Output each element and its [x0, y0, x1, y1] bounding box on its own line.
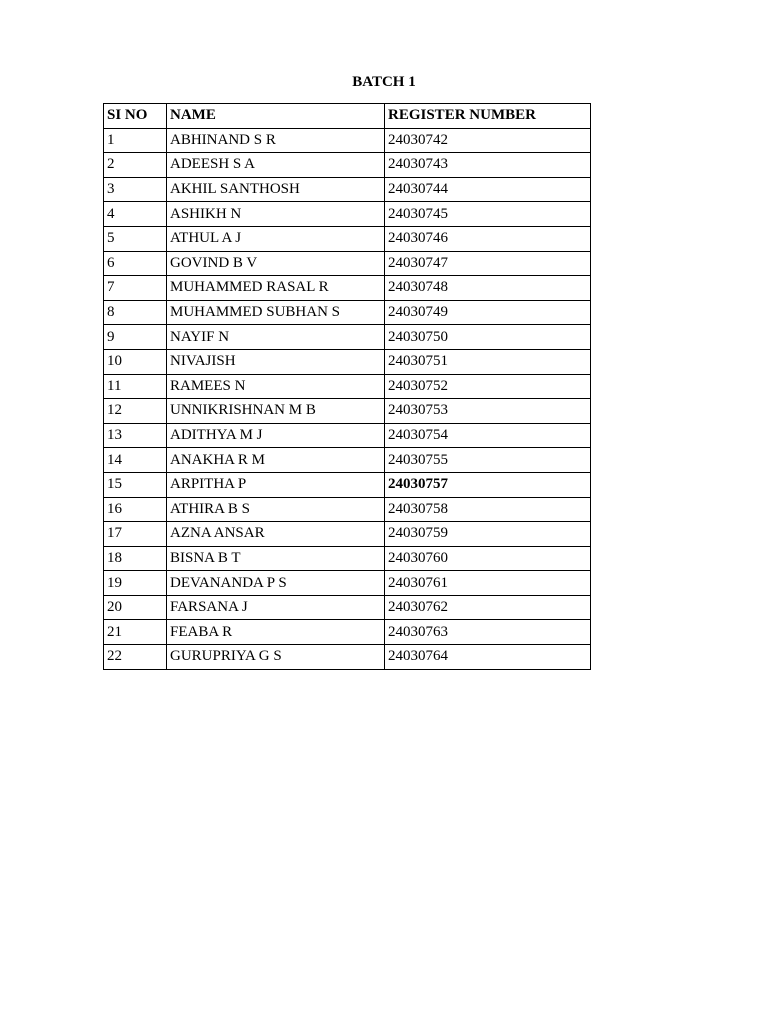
cell-si-no: 13 [104, 423, 167, 448]
cell-register-number: 24030755 [385, 448, 591, 473]
header-register-number: REGISTER NUMBER [385, 104, 591, 129]
cell-si-no: 14 [104, 448, 167, 473]
cell-si-no: 18 [104, 546, 167, 571]
table-row [104, 374, 591, 399]
cell-name: ADITHYA M J [167, 423, 385, 448]
cell-register-number: 24030748 [385, 276, 591, 301]
cell-name: ATHUL A J [167, 226, 385, 251]
cell-si-no: 10 [104, 349, 167, 374]
cell-name: FEABA R [167, 620, 385, 645]
table-row [104, 177, 591, 202]
cell-si-no: 9 [104, 325, 167, 350]
cell-name: DEVANANDA P S [167, 571, 385, 596]
cell-si-no: 3 [104, 177, 167, 202]
table-row [104, 202, 591, 227]
cell-name: UNNIKRISHNAN M B [167, 399, 385, 424]
cell-register-number: 24030754 [385, 423, 591, 448]
cell-name: ANAKHA R M [167, 448, 385, 473]
cell-si-no: 19 [104, 571, 167, 596]
table-row [104, 300, 591, 325]
table-row [104, 349, 591, 374]
cell-name: GOVIND B V [167, 251, 385, 276]
cell-name: MUHAMMED SUBHAN S [167, 300, 385, 325]
cell-register-number: 24030761 [385, 571, 591, 596]
cell-si-no: 8 [104, 300, 167, 325]
cell-register-number: 24030757 [385, 472, 591, 497]
cell-register-number: 24030747 [385, 251, 591, 276]
cell-si-no: 12 [104, 399, 167, 424]
cell-register-number: 24030751 [385, 349, 591, 374]
table-row [104, 472, 591, 497]
cell-name: ABHINAND S R [167, 128, 385, 153]
table-row [104, 399, 591, 424]
table-row [104, 226, 591, 251]
cell-si-no: 2 [104, 153, 167, 178]
table-row [104, 153, 591, 178]
cell-si-no: 1 [104, 128, 167, 153]
cell-si-no: 16 [104, 497, 167, 522]
table-row [104, 522, 591, 547]
cell-name: ATHIRA B S [167, 497, 385, 522]
cell-si-no: 15 [104, 472, 167, 497]
cell-name: RAMEES N [167, 374, 385, 399]
cell-name: AKHIL SANTHOSH [167, 177, 385, 202]
table-row [104, 595, 591, 620]
cell-register-number: 24030749 [385, 300, 591, 325]
table-body [104, 128, 591, 669]
cell-si-no: 7 [104, 276, 167, 301]
cell-register-number: 24030745 [385, 202, 591, 227]
page-title: BATCH 1 [352, 74, 416, 90]
cell-si-no: 11 [104, 374, 167, 399]
cell-name: FARSANA J [167, 595, 385, 620]
cell-register-number: 24030763 [385, 620, 591, 645]
table-header-row [104, 104, 591, 129]
table-row [104, 276, 591, 301]
cell-register-number: 24030758 [385, 497, 591, 522]
cell-register-number: 24030742 [385, 128, 591, 153]
table-row [104, 128, 591, 153]
cell-si-no: 22 [104, 645, 167, 670]
table-row [104, 645, 591, 670]
student-table [103, 103, 591, 670]
cell-register-number: 24030743 [385, 153, 591, 178]
cell-name: NAYIF N [167, 325, 385, 350]
table-row [104, 497, 591, 522]
header-name: NAME [167, 104, 385, 129]
cell-si-no: 20 [104, 595, 167, 620]
table-row [104, 571, 591, 596]
cell-si-no: 17 [104, 522, 167, 547]
cell-register-number: 24030762 [385, 595, 591, 620]
cell-name: NIVAJISH [167, 349, 385, 374]
header-si-no: SI NO [104, 104, 167, 129]
cell-register-number: 24030753 [385, 399, 591, 424]
cell-register-number: 24030759 [385, 522, 591, 547]
cell-register-number: 24030764 [385, 645, 591, 670]
table-row [104, 325, 591, 350]
cell-si-no: 21 [104, 620, 167, 645]
table-row [104, 251, 591, 276]
cell-name: BISNA B T [167, 546, 385, 571]
cell-register-number: 24030746 [385, 226, 591, 251]
cell-register-number: 24030744 [385, 177, 591, 202]
cell-register-number: 24030750 [385, 325, 591, 350]
cell-name: ASHIKH N [167, 202, 385, 227]
cell-register-number: 24030752 [385, 374, 591, 399]
cell-register-number: 24030760 [385, 546, 591, 571]
cell-si-no: 5 [104, 226, 167, 251]
cell-name: MUHAMMED RASAL R [167, 276, 385, 301]
cell-name: ARPITHA P [167, 472, 385, 497]
table-row [104, 423, 591, 448]
cell-name: ADEESH S A [167, 153, 385, 178]
cell-si-no: 6 [104, 251, 167, 276]
cell-si-no: 4 [104, 202, 167, 227]
cell-name: AZNA ANSAR [167, 522, 385, 547]
table-row [104, 620, 591, 645]
table-row [104, 546, 591, 571]
cell-name: GURUPRIYA G S [167, 645, 385, 670]
table-row [104, 448, 591, 473]
